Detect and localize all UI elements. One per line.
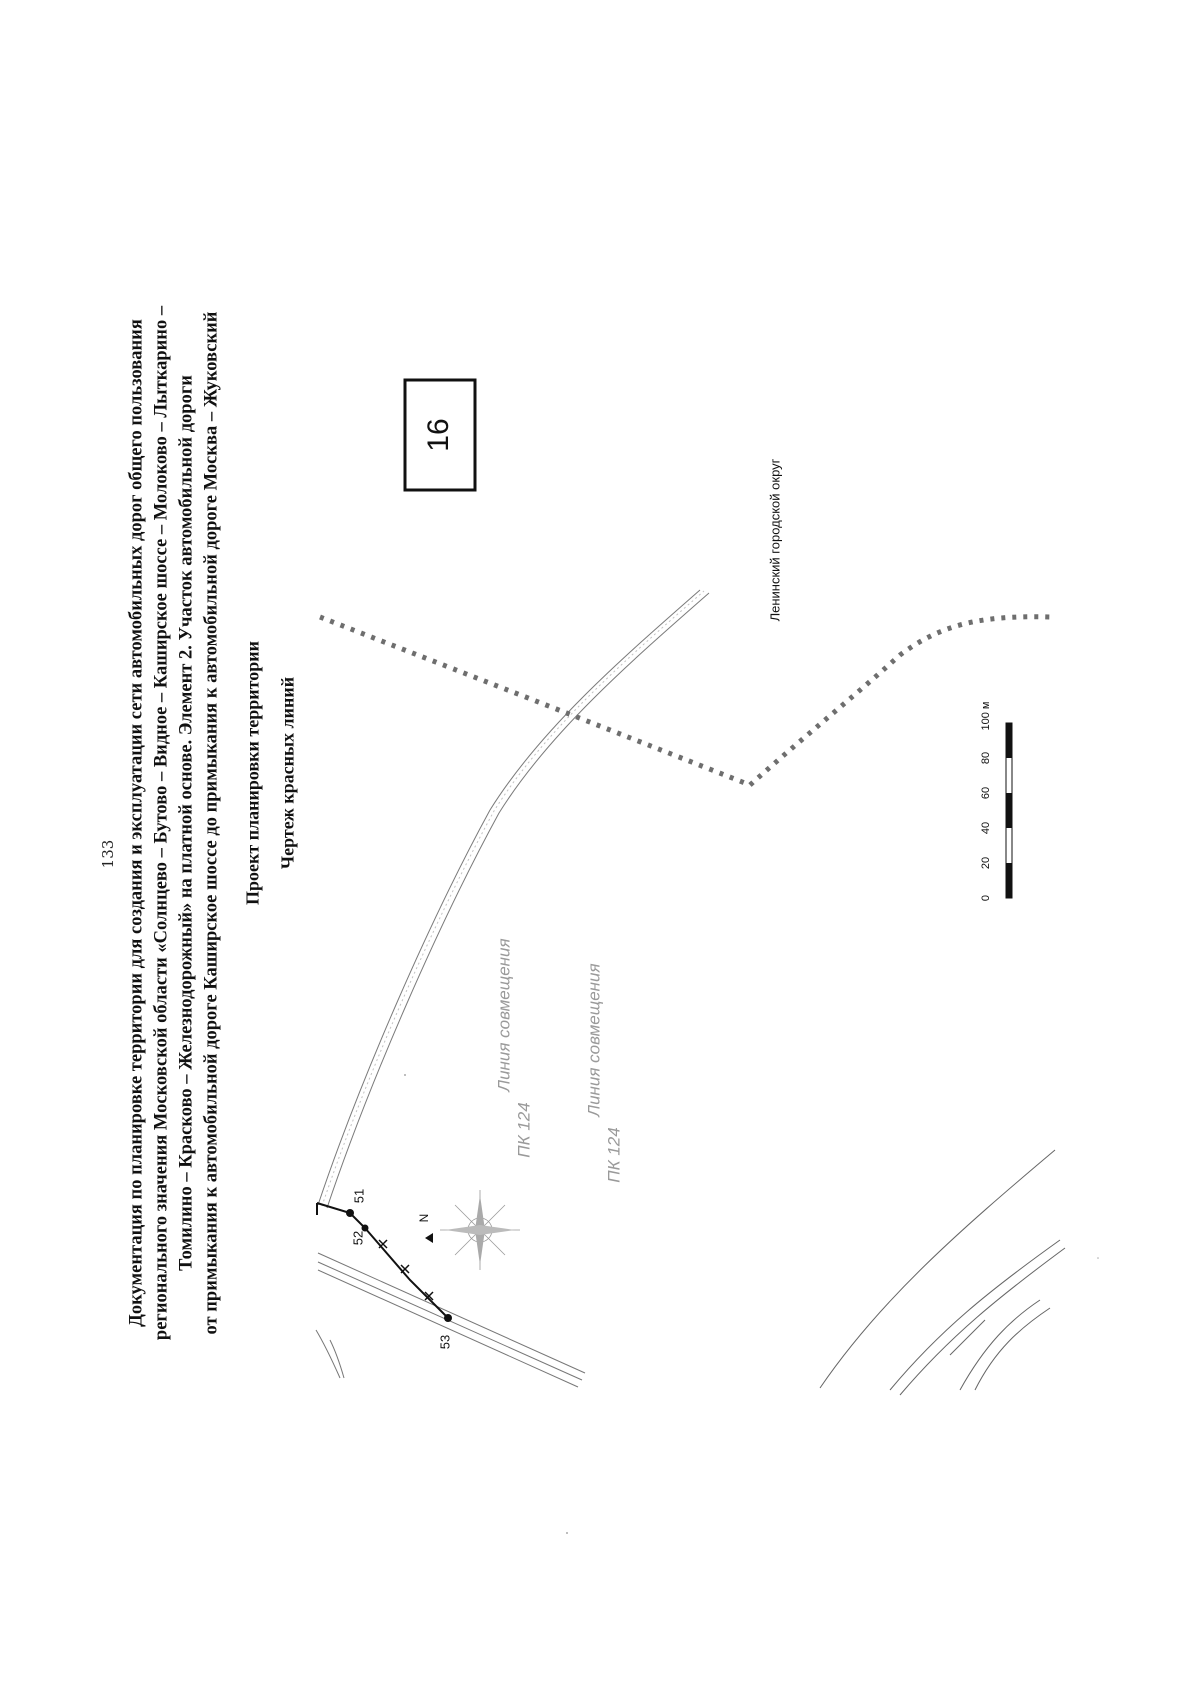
scale-tick-label: 0 xyxy=(979,894,992,902)
red-line xyxy=(317,1189,452,1349)
alignment-label-1-line1: Линия совмещения xyxy=(494,938,514,1092)
point-53-marker xyxy=(444,1314,452,1322)
alignment-label-1-line2: ПК 124 xyxy=(514,1102,534,1158)
point-51-marker xyxy=(346,1209,354,1217)
point-52-marker xyxy=(362,1225,369,1232)
compass-rose-icon xyxy=(440,1190,520,1270)
scale-tick-label: 80 xyxy=(979,751,992,765)
sheet-number-box xyxy=(405,380,475,490)
scan-specks xyxy=(404,1074,1099,1534)
scale-tick-label: 40 xyxy=(979,821,992,835)
scale-tick-label: 100 м xyxy=(979,701,992,731)
scale-bar xyxy=(980,702,1012,902)
sheet-number: 16 xyxy=(421,418,455,452)
north-arrow-icon xyxy=(417,1214,433,1243)
point-label-52: 52 xyxy=(350,1230,366,1246)
point-label-53: 53 xyxy=(437,1334,453,1350)
scale-tick-label: 60 xyxy=(979,786,992,800)
alignment-label-2-line2: ПК 124 xyxy=(604,1127,624,1183)
district-label: Ленинский городской округ xyxy=(767,458,783,622)
point-label-51: 51 xyxy=(351,1188,367,1204)
bottom-right-road-lines xyxy=(820,1150,1065,1395)
district-boundary xyxy=(320,617,1050,785)
scale-tick-label: 20 xyxy=(979,856,992,870)
north-label: N xyxy=(417,1213,432,1223)
scale-segment xyxy=(1006,723,1012,758)
scale-segment xyxy=(1006,793,1012,828)
scale-segment xyxy=(1006,863,1012,898)
alignment-label-2-line1: Линия совмещения xyxy=(584,963,604,1117)
